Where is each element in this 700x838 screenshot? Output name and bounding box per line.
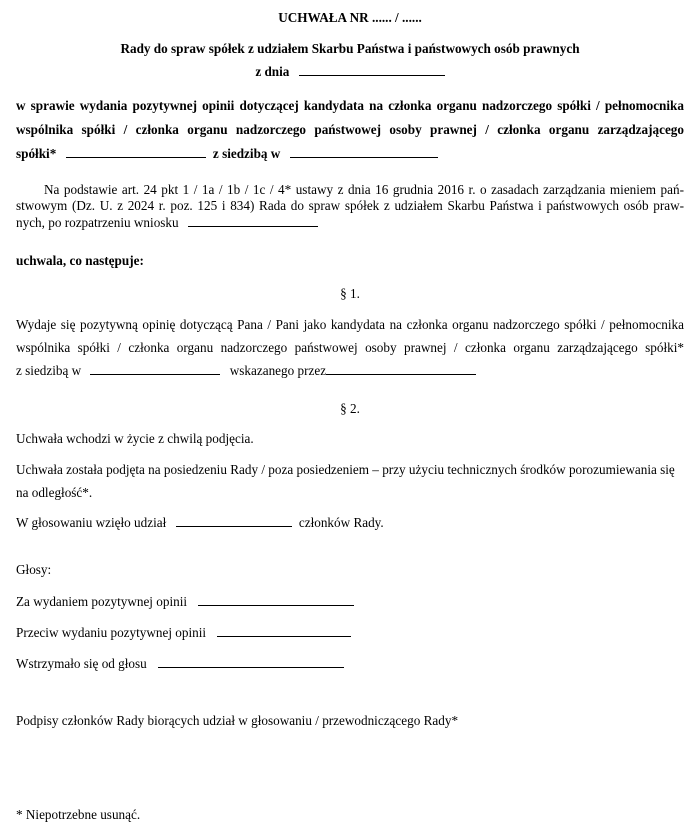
section-1-indicated-blank bbox=[326, 363, 476, 375]
adoption-line-1: Uchwała została podjęta na posiedzeniu Rady / poza posiedzeniem – przy użyciu technicznych środków porozumiewania się bbox=[16, 462, 675, 477]
votes-against-blank bbox=[217, 625, 351, 637]
votes-abstain-blank bbox=[158, 656, 344, 668]
section-2-mark: § 2. bbox=[340, 401, 360, 416]
subject-line-2: wspólnika spółki / członka organu nadzorczego państwowej osoby prawnej / członka organu zarządzającego bbox=[16, 122, 684, 137]
preamble-line-2: stwowym (Dz. U. z 2024 r. poz. 125 i 834) Rada do spraw spółek z udziałem Skarbu Państwa i państwowych osób praw- bbox=[16, 198, 684, 213]
preamble-line-1: Na podstawie art. 24 pkt 1 / 1a / 1b / 1c / 4* ustawy z dnia 16 grudnia 2016 r. o zasadach zarządzania mieniem pań- bbox=[44, 182, 684, 197]
preamble-line-3 bbox=[16, 215, 684, 231]
section-1-seat-label: z siedzibą w bbox=[16, 363, 82, 378]
votes-abstain-label: Wstrzymało się od głosu bbox=[16, 656, 147, 671]
signatures-text: Podpisy członków Rady biorących udział w głosowaniu / przewodniczącego Rady* bbox=[16, 713, 459, 728]
participation-line bbox=[16, 515, 684, 531]
participation-label: W głosowaniu wzięło udział bbox=[16, 515, 167, 530]
section-1-mark: § 1. bbox=[340, 286, 360, 301]
votes-against-label: Przeciw wydaniu pozytywnej opinii bbox=[16, 625, 207, 640]
footnote: * Niepotrzebne usunąć. bbox=[16, 807, 141, 822]
section-1-indicated-label: wskazanego przez bbox=[229, 363, 327, 378]
participation-blank bbox=[176, 515, 292, 527]
date-line bbox=[16, 64, 684, 80]
adoption-line-2: na odległość*. bbox=[16, 485, 93, 500]
section-1-line-3 bbox=[16, 363, 684, 379]
date-prefix: z dnia bbox=[255, 64, 290, 79]
section-1-line-1: Wydaje się pozytywną opinię dotyczącą Pana / Pani jako kandydata na członka organu nadzorczego spółki / pełnomocnika bbox=[16, 317, 684, 332]
subject-seat-label: z siedzibą w bbox=[212, 146, 281, 161]
council-name: Rady do spraw spółek z udziałem Skarbu Państwa i państwowych osób prawnych bbox=[120, 41, 580, 56]
section-1-line-2: wspólnika spółki / członka organu nadzorczego państwowej osoby prawnej / członka organu zarządzającego spółki* bbox=[16, 340, 684, 355]
votes-for-line bbox=[16, 594, 684, 610]
subject-line-1: w sprawie wydania pozytywnej opinii dotyczącej kandydata na członka organu nadzorczego spółki / pełnomocnika bbox=[16, 98, 684, 113]
preamble-text-3: nych, po rozpatrzeniu wniosku bbox=[16, 215, 179, 230]
resolution-title: UCHWAŁA NR ...... / ...... bbox=[278, 10, 422, 25]
subject-line-3 bbox=[16, 146, 684, 162]
company-name-blank bbox=[66, 146, 206, 158]
subject-spolki: spółki* bbox=[16, 146, 57, 161]
votes-against-line bbox=[16, 625, 684, 641]
votes-for-blank bbox=[198, 594, 354, 606]
votes-for-label: Za wydaniem pozytywnej opinii bbox=[16, 594, 188, 609]
effective-date-text: Uchwała wchodzi w życie z chwilą podjęcia. bbox=[16, 431, 254, 446]
company-seat-blank bbox=[290, 146, 438, 158]
section-1-seat-blank bbox=[90, 363, 220, 375]
date-blank bbox=[299, 64, 445, 76]
resolves-heading: uchwala, co następuje: bbox=[16, 253, 144, 268]
votes-abstain-line bbox=[16, 656, 684, 672]
application-blank bbox=[188, 215, 318, 227]
votes-label: Głosy: bbox=[16, 562, 52, 577]
participation-suffix: członków Rady. bbox=[298, 515, 384, 530]
